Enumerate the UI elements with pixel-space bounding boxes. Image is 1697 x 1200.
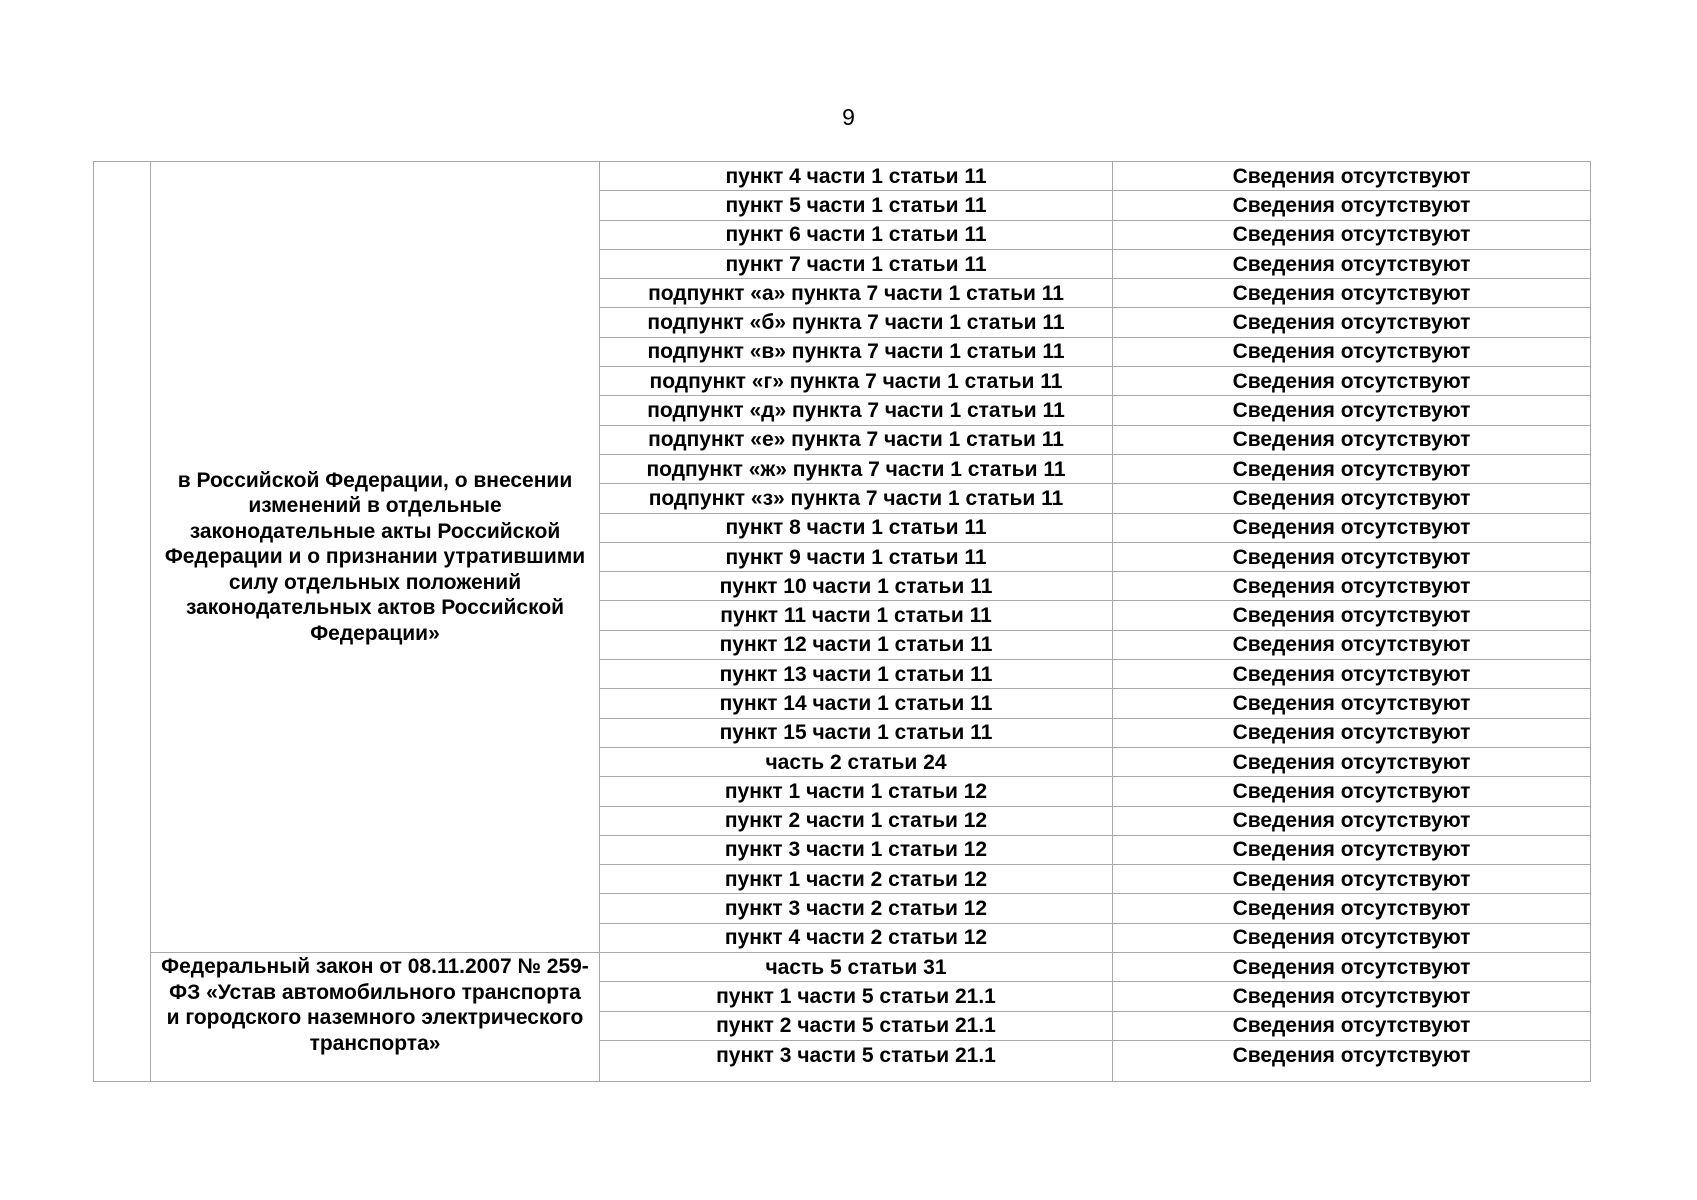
provision-cell: пункт 4 части 2 статьи 12 xyxy=(600,923,1113,952)
provision-cell: подпункт «г» пункта 7 части 1 статьи 11 xyxy=(600,367,1113,396)
status-cell: Сведения отсутствуют xyxy=(1113,601,1591,630)
provision-cell: часть 5 статьи 31 xyxy=(600,953,1113,982)
provision-cell: подпункт «в» пункта 7 части 1 статьи 11 xyxy=(600,337,1113,366)
status-cell: Сведения отсутствуют xyxy=(1113,308,1591,337)
provision-cell: пункт 14 части 1 статьи 11 xyxy=(600,689,1113,718)
provision-cell: пункт 9 части 1 статьи 11 xyxy=(600,542,1113,571)
status-cell: Сведения отсутствуют xyxy=(1113,689,1591,718)
status-cell: Сведения отсутствуют xyxy=(1113,542,1591,571)
provision-cell: подпункт «д» пункта 7 части 1 статьи 11 xyxy=(600,396,1113,425)
status-cell: Сведения отсутствуют xyxy=(1113,747,1591,776)
status-cell: Сведения отсутствуют xyxy=(1113,572,1591,601)
status-cell: Сведения отсутствуют xyxy=(1113,367,1591,396)
status-cell: Сведения отсутствуют xyxy=(1113,865,1591,894)
law-name-cell: в Российской Федерации, о внесении изменений в отдельные законодательные акты Российской Федерации и о признании утратившими силу отдельных положений законодательных актов Российской Федерации» xyxy=(151,162,600,953)
provision-cell: пункт 5 части 1 статьи 11 xyxy=(600,191,1113,220)
status-cell: Сведения отсутствуют xyxy=(1113,484,1591,513)
provision-cell: пункт 2 части 1 статьи 12 xyxy=(600,806,1113,835)
provision-cell: подпункт «е» пункта 7 части 1 статьи 11 xyxy=(600,425,1113,454)
status-cell: Сведения отсутствуют xyxy=(1113,806,1591,835)
status-cell: Сведения отсутствуют xyxy=(1113,835,1591,864)
provision-cell: пункт 3 части 5 статьи 21.1 xyxy=(600,1040,1113,1081)
provision-cell: пункт 4 части 1 статьи 11 xyxy=(600,162,1113,191)
provision-cell: часть 2 статьи 24 xyxy=(600,747,1113,776)
status-cell: Сведения отсутствуют xyxy=(1113,162,1591,191)
table-row xyxy=(94,162,1591,191)
status-cell: Сведения отсутствуют xyxy=(1113,894,1591,923)
provision-cell: пункт 15 части 1 статьи 11 xyxy=(600,718,1113,747)
provision-cell: пункт 13 части 1 статьи 11 xyxy=(600,660,1113,689)
provision-cell: пункт 11 части 1 статьи 11 xyxy=(600,601,1113,630)
provision-cell: пункт 1 части 2 статьи 12 xyxy=(600,865,1113,894)
provision-cell: пункт 12 части 1 статьи 11 xyxy=(600,630,1113,659)
provision-cell: пункт 3 части 2 статьи 12 xyxy=(600,894,1113,923)
provision-cell: пункт 10 части 1 статьи 11 xyxy=(600,572,1113,601)
provision-cell: подпункт «з» пункта 7 части 1 статьи 11 xyxy=(600,484,1113,513)
status-cell: Сведения отсутствуют xyxy=(1113,1011,1591,1040)
status-cell: Сведения отсутствуют xyxy=(1113,1040,1591,1081)
provision-cell: пункт 8 части 1 статьи 11 xyxy=(600,513,1113,542)
provision-cell: пункт 7 части 1 статьи 11 xyxy=(600,249,1113,278)
status-cell: Сведения отсутствуют xyxy=(1113,249,1591,278)
provision-cell: подпункт «ж» пункта 7 части 1 статьи 11 xyxy=(600,454,1113,483)
status-cell: Сведения отсутствуют xyxy=(1113,953,1591,982)
provision-cell: подпункт «а» пункта 7 части 1 статьи 11 xyxy=(600,279,1113,308)
provision-cell: пункт 3 части 1 статьи 12 xyxy=(600,835,1113,864)
table-row xyxy=(94,953,1591,982)
law-name-cell: Федеральный закон от 08.11.2007 № 259-ФЗ «Устав автомобильного транспорта и городского наземного электрического транспорта» xyxy=(151,953,600,1082)
status-cell: Сведения отсутствуют xyxy=(1113,279,1591,308)
provision-cell: пункт 6 части 1 статьи 11 xyxy=(600,220,1113,249)
legal-acts-table xyxy=(93,161,1591,1082)
status-cell: Сведения отсутствуют xyxy=(1113,454,1591,483)
status-cell: Сведения отсутствуют xyxy=(1113,220,1591,249)
table-body xyxy=(94,162,1591,1082)
status-cell: Сведения отсутствуют xyxy=(1113,337,1591,366)
provision-cell: пункт 1 части 5 статьи 21.1 xyxy=(600,982,1113,1011)
status-cell: Сведения отсутствуют xyxy=(1113,630,1591,659)
status-cell: Сведения отсутствуют xyxy=(1113,660,1591,689)
row-number-cell xyxy=(94,162,151,1082)
status-cell: Сведения отсутствуют xyxy=(1113,982,1591,1011)
provision-cell: пункт 1 части 1 статьи 12 xyxy=(600,777,1113,806)
page-number: 9 xyxy=(842,104,855,130)
status-cell: Сведения отсутствуют xyxy=(1113,777,1591,806)
status-cell: Сведения отсутствуют xyxy=(1113,396,1591,425)
status-cell: Сведения отсутствуют xyxy=(1113,513,1591,542)
status-cell: Сведения отсутствуют xyxy=(1113,425,1591,454)
status-cell: Сведения отсутствуют xyxy=(1113,923,1591,952)
provision-cell: пункт 2 части 5 статьи 21.1 xyxy=(600,1011,1113,1040)
status-cell: Сведения отсутствуют xyxy=(1113,191,1591,220)
provision-cell: подпункт «б» пункта 7 части 1 статьи 11 xyxy=(600,308,1113,337)
status-cell: Сведения отсутствуют xyxy=(1113,718,1591,747)
